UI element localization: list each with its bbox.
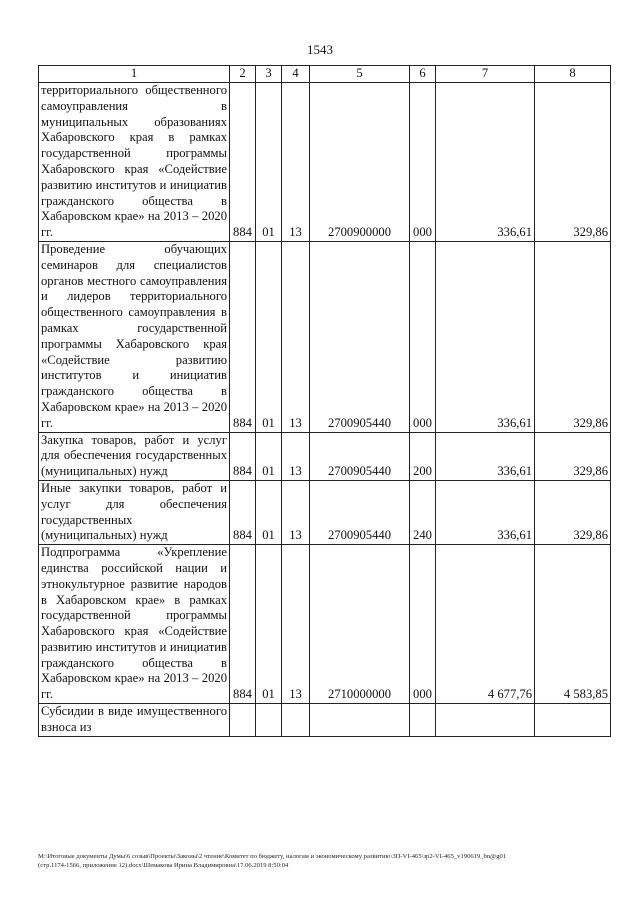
subsection-code: 13: [282, 83, 310, 242]
page-number: 1543: [307, 42, 333, 57]
subsection-code: 13: [282, 241, 310, 432]
amount-col7: 336,61: [436, 480, 535, 544]
row-description: Иные закупки товаров, работ и услуг для обеспечения государственных (муниципальных) нужд: [39, 480, 230, 544]
ministry-code: 884: [230, 83, 256, 242]
amount-col7: 336,61: [436, 432, 535, 480]
amount-col8: 329,86: [535, 83, 611, 242]
budget-table: [38, 65, 611, 737]
table-row: [39, 480, 611, 544]
empty-cell: [230, 704, 256, 737]
header-cell: 1: [39, 66, 230, 83]
expense-type: 200: [410, 432, 436, 480]
amount-col7: 336,61: [436, 83, 535, 242]
empty-cell: [410, 704, 436, 737]
section-code: 01: [256, 241, 282, 432]
row-description: территориального общественного самоуправления в муниципальных образованиях Хабаровского края в рамках государственной программы Хабаровского края «Содействие развитию институтов и инициатив гражданского общества в Хабаровском крае» на 2013 – 2020 гг.: [39, 83, 230, 242]
expense-type: 240: [410, 480, 436, 544]
expense-type: 000: [410, 83, 436, 242]
amount-col7: 4 677,76: [436, 545, 535, 704]
row-description: Проведение обучающих семинаров для специалистов органов местного самоуправления и лидеров территориального общественного самоуправления в рамках государственной программы Хабаровского края «Содействие развитию институтов и инициатив гражданского общества в Хабаровском крае» на 2013 – 2020 гг.: [39, 241, 230, 432]
target-article: 2710000000: [310, 545, 410, 704]
empty-cell: [535, 704, 611, 737]
empty-cell: [310, 704, 410, 737]
table-row: [39, 83, 611, 242]
amount-col7: 336,61: [436, 241, 535, 432]
amount-col8: 329,86: [535, 241, 611, 432]
footer-line: М:\Итоговые документы Думы\6 созыв\Проекты\Законы\2 чтение\Комитет по бюджету, налогам и экономическому развитию\3П-VI-465\зр2-VI-465_v190619_bn@g01: [38, 853, 507, 860]
empty-cell: [256, 704, 282, 737]
ministry-code: 884: [230, 480, 256, 544]
header-cell: 5: [310, 66, 410, 83]
row-description: Подпрограмма «Укрепление единства российской нации и этнокультурное развитие народов в Хабаровском крае» в рамках государственной программы Хабаровского края «Содействие развитию институтов и инициатив гражданского общества в Хабаровском крае» на 2013 – 2020 гг.: [39, 545, 230, 704]
empty-cell: [282, 704, 310, 737]
target-article: 2700905440: [310, 432, 410, 480]
expense-type: 000: [410, 545, 436, 704]
header-cell: 8: [535, 66, 611, 83]
amount-col8: 329,86: [535, 480, 611, 544]
table-row: [39, 432, 611, 480]
footer-line: (стр.1174-1566, приложение 12).docx\Шемакова Ирина Владимировна\17.06.2019 8:50:04: [38, 862, 289, 869]
target-article: 2700900000: [310, 83, 410, 242]
ministry-code: 884: [230, 241, 256, 432]
empty-cell: [436, 704, 535, 737]
header-cell: 2: [230, 66, 256, 83]
amount-col8: 329,86: [535, 432, 611, 480]
amount-col8: 4 583,85: [535, 545, 611, 704]
document-path-footer: [38, 852, 618, 870]
header-cell: 4: [282, 66, 310, 83]
table-row: [39, 704, 611, 737]
subsection-code: 13: [282, 480, 310, 544]
section-code: 01: [256, 545, 282, 704]
table-row: [39, 241, 611, 432]
subsection-code: 13: [282, 545, 310, 704]
table-row: [39, 545, 611, 704]
section-code: 01: [256, 480, 282, 544]
section-code: 01: [256, 432, 282, 480]
header-row: [39, 66, 611, 83]
header-cell: 7: [436, 66, 535, 83]
target-article: 2700905440: [310, 241, 410, 432]
ministry-code: 884: [230, 432, 256, 480]
ministry-code: 884: [230, 545, 256, 704]
target-article: 2700905440: [310, 480, 410, 544]
section-code: 01: [256, 83, 282, 242]
header-cell: 3: [256, 66, 282, 83]
row-description: Закупка товаров, работ и услуг для обеспечения государственных (муниципальных) нужд: [39, 432, 230, 480]
subsection-code: 13: [282, 432, 310, 480]
expense-type: 000: [410, 241, 436, 432]
row-description: Субсидии в виде имущественного взноса из: [39, 704, 230, 737]
header-cell: 6: [410, 66, 436, 83]
